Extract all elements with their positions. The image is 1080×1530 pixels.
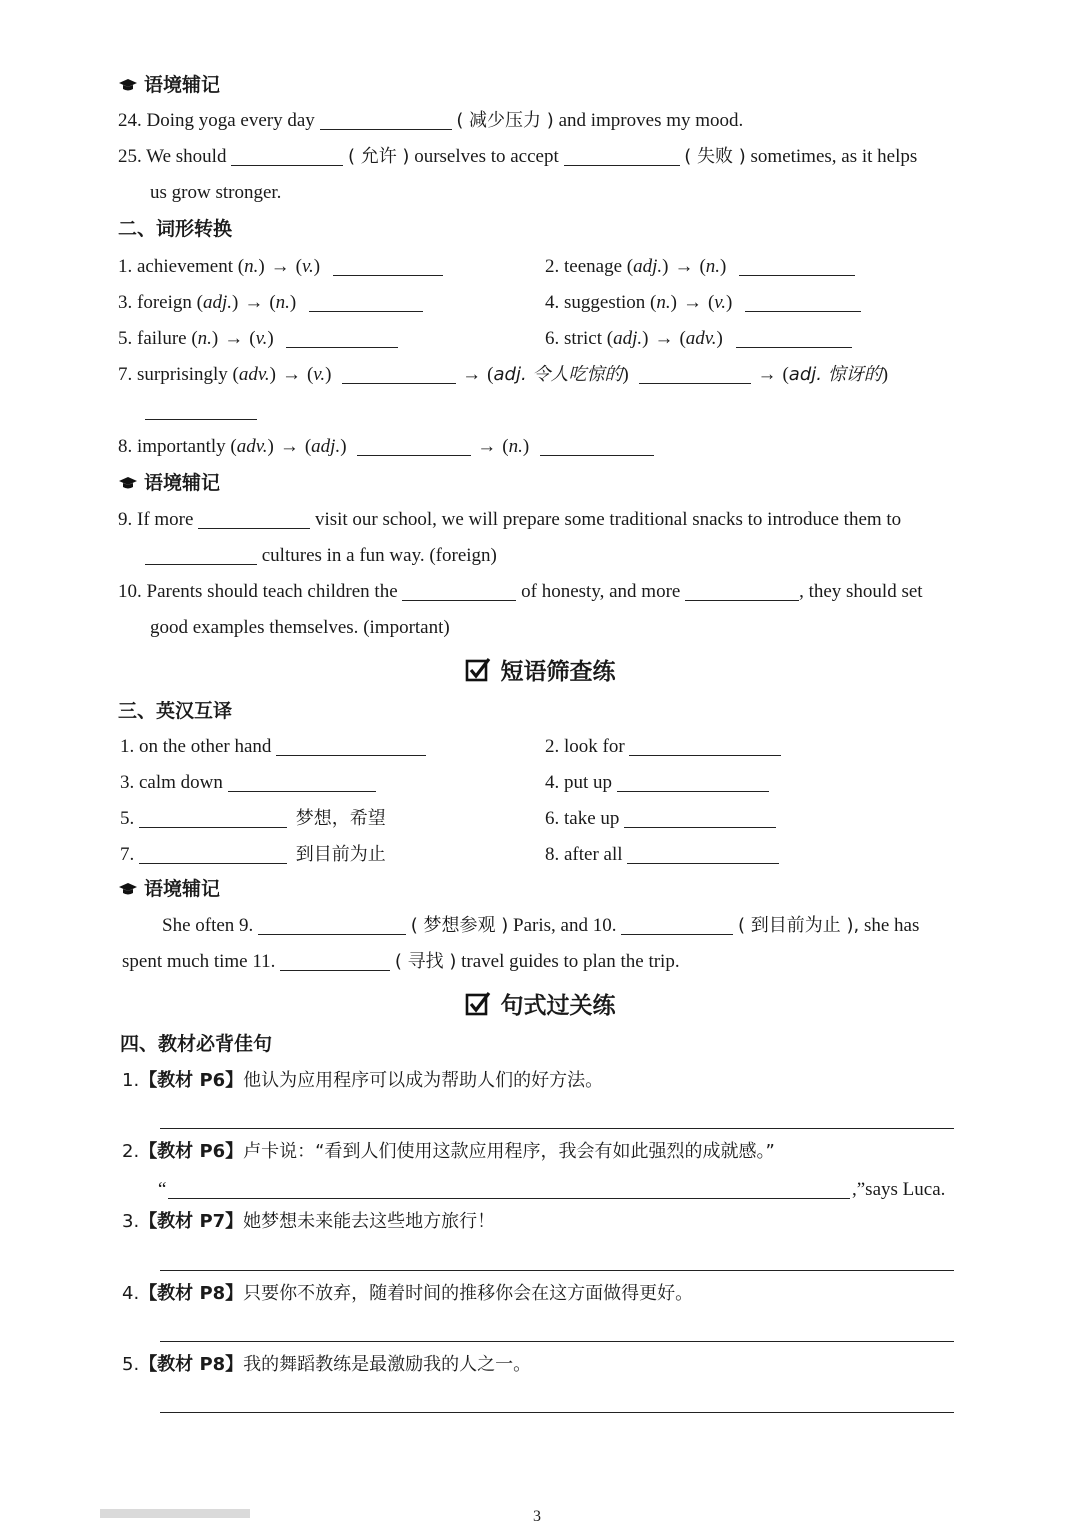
word-item-4: 4. suggestion (n.) → (v.) bbox=[545, 290, 861, 316]
question-9: 9. If more visit our school, we will prepare some traditional snacks to introduce them to bbox=[118, 509, 902, 530]
answer-blank[interactable] bbox=[145, 399, 257, 420]
answer-blank[interactable] bbox=[342, 363, 456, 384]
answer-blank[interactable] bbox=[145, 544, 257, 565]
answer-line[interactable] bbox=[160, 1270, 954, 1271]
sentence-2-close: ,”says Luca. bbox=[852, 1179, 946, 1200]
answer-blank[interactable] bbox=[357, 435, 471, 456]
answer-blank[interactable] bbox=[280, 950, 390, 971]
question-9-cont: cultures in a fun way. (foreign) bbox=[145, 543, 497, 569]
answer-blank[interactable] bbox=[333, 255, 443, 276]
answer-blank[interactable] bbox=[309, 291, 423, 312]
answer-blank[interactable] bbox=[621, 914, 733, 935]
graduation-cap-icon bbox=[118, 476, 138, 490]
answer-blank[interactable] bbox=[745, 291, 861, 312]
page-number: 3 bbox=[533, 1508, 541, 1525]
answer-blank[interactable] bbox=[402, 580, 516, 601]
sentence-2-open-quote: “ bbox=[158, 1179, 167, 1200]
question-24: 24. Doing yoga every day ( 减少压力 ) and improves my mood. bbox=[118, 110, 744, 131]
answer-blank[interactable] bbox=[139, 843, 287, 864]
word-item-5: 5. failure (n.) → (v.) bbox=[118, 326, 398, 352]
answer-blank[interactable] bbox=[540, 435, 654, 456]
answer-blank[interactable] bbox=[286, 327, 398, 348]
context-hint-heading: 语境辅记 bbox=[118, 876, 220, 902]
answer-line[interactable] bbox=[160, 1128, 954, 1129]
phrase-item-3: 3. calm down bbox=[120, 770, 376, 796]
phrase-item-4: 4. put up bbox=[545, 770, 769, 796]
checkbox-icon bbox=[465, 657, 491, 683]
context-hint-heading: 语境辅记 bbox=[118, 72, 220, 98]
word-item-6: 6. strict (adj.) → (adv.) bbox=[545, 326, 852, 352]
word-item-7-cont bbox=[145, 398, 257, 424]
checkbox-icon bbox=[465, 991, 491, 1017]
part4-heading: 四、教材必背佳句 bbox=[120, 1033, 273, 1055]
phrase-item-8: 8. after all bbox=[545, 842, 779, 868]
phrase-item-5: 5. 梦想，希望 bbox=[120, 808, 386, 829]
phrase-item-6: 6. take up bbox=[545, 806, 776, 832]
answer-blank[interactable] bbox=[629, 735, 781, 756]
phrase-context-line-2: spent much time 11. ( 寻找 ) travel guides to plan the trip. bbox=[122, 951, 680, 972]
sentence-item-4: 4.【教材 P8】只要你不放弃，随着时间的推移你会在这方面做得更好。 bbox=[122, 1283, 694, 1304]
answer-blank[interactable] bbox=[639, 363, 751, 384]
question-25-cont: us grow stronger. bbox=[150, 182, 282, 203]
answer-line[interactable] bbox=[160, 1341, 954, 1342]
graduation-cap-icon bbox=[118, 78, 138, 92]
answer-line[interactable] bbox=[160, 1412, 954, 1413]
sentence-item-5: 5.【教材 P8】我的舞蹈教练是最激励我的人之一。 bbox=[122, 1354, 532, 1375]
answer-blank[interactable] bbox=[739, 255, 855, 276]
question-10-cont: good examples themselves. (important) bbox=[150, 617, 450, 638]
answer-blank[interactable] bbox=[617, 771, 769, 792]
answer-blank[interactable] bbox=[139, 807, 287, 828]
answer-line[interactable] bbox=[168, 1198, 850, 1199]
word-item-7: 7. surprisingly (adv.) → (v.) → (adj. 令人吃惊的) → (adj. 惊讶的) bbox=[118, 364, 889, 385]
section-sentence-title: 句式过关练 bbox=[0, 991, 1080, 1021]
word-item-8: 8. importantly (adv.) → (adj.) → (n.) bbox=[118, 434, 654, 460]
sentence-item-3: 3.【教材 P7】她梦想未来能去这些地方旅行！ bbox=[122, 1211, 496, 1232]
graduation-cap-icon bbox=[118, 882, 138, 896]
footer-stamp bbox=[100, 1506, 250, 1527]
word-item-3: 3. foreign (adj.) → (n.) bbox=[118, 290, 423, 316]
answer-blank[interactable] bbox=[228, 771, 376, 792]
answer-blank[interactable] bbox=[198, 508, 310, 529]
publisher-stamp-icon bbox=[100, 1506, 250, 1522]
answer-blank[interactable] bbox=[231, 145, 343, 166]
answer-blank[interactable] bbox=[627, 843, 779, 864]
answer-blank[interactable] bbox=[624, 807, 776, 828]
answer-blank[interactable] bbox=[320, 109, 452, 130]
phrase-item-1: 1. on the other hand bbox=[120, 734, 426, 760]
section-phrase-title: 短语筛查练 bbox=[0, 657, 1080, 687]
phrase-item-7: 7. 到目前为止 bbox=[120, 844, 386, 865]
word-item-2: 2. teenage (adj.) → (n.) bbox=[545, 254, 855, 280]
sentence-item-1: 1.【教材 P6】他认为应用程序可以成为帮助人们的好方法。 bbox=[122, 1070, 604, 1091]
answer-blank[interactable] bbox=[258, 914, 406, 935]
phrase-item-2: 2. look for bbox=[545, 734, 781, 760]
word-item-1: 1. achievement (n.) → (v.) bbox=[118, 254, 443, 280]
question-10: 10. Parents should teach children the of honesty, and more , they should set bbox=[118, 581, 923, 602]
part2-heading: 二、词形转换 bbox=[118, 218, 233, 240]
answer-blank[interactable] bbox=[685, 580, 799, 601]
part3-heading: 三、英汉互译 bbox=[118, 700, 233, 722]
question-25: 25. We should ( 允许 ) ourselves to accept ( 失败 ) sometimes, as it helps bbox=[118, 146, 918, 167]
answer-blank[interactable] bbox=[564, 145, 680, 166]
context-hint-heading: 语境辅记 bbox=[118, 470, 220, 496]
answer-blank[interactable] bbox=[276, 735, 426, 756]
phrase-context-line-1: She often 9. ( 梦想参观 ) Paris, and 10. ( 到目前为止 ), she has bbox=[162, 915, 920, 936]
sentence-item-2: 2.【教材 P6】卢卡说：“看到人们使用这款应用程序，我会有如此强烈的成就感。” bbox=[122, 1141, 775, 1162]
answer-blank[interactable] bbox=[736, 327, 852, 348]
